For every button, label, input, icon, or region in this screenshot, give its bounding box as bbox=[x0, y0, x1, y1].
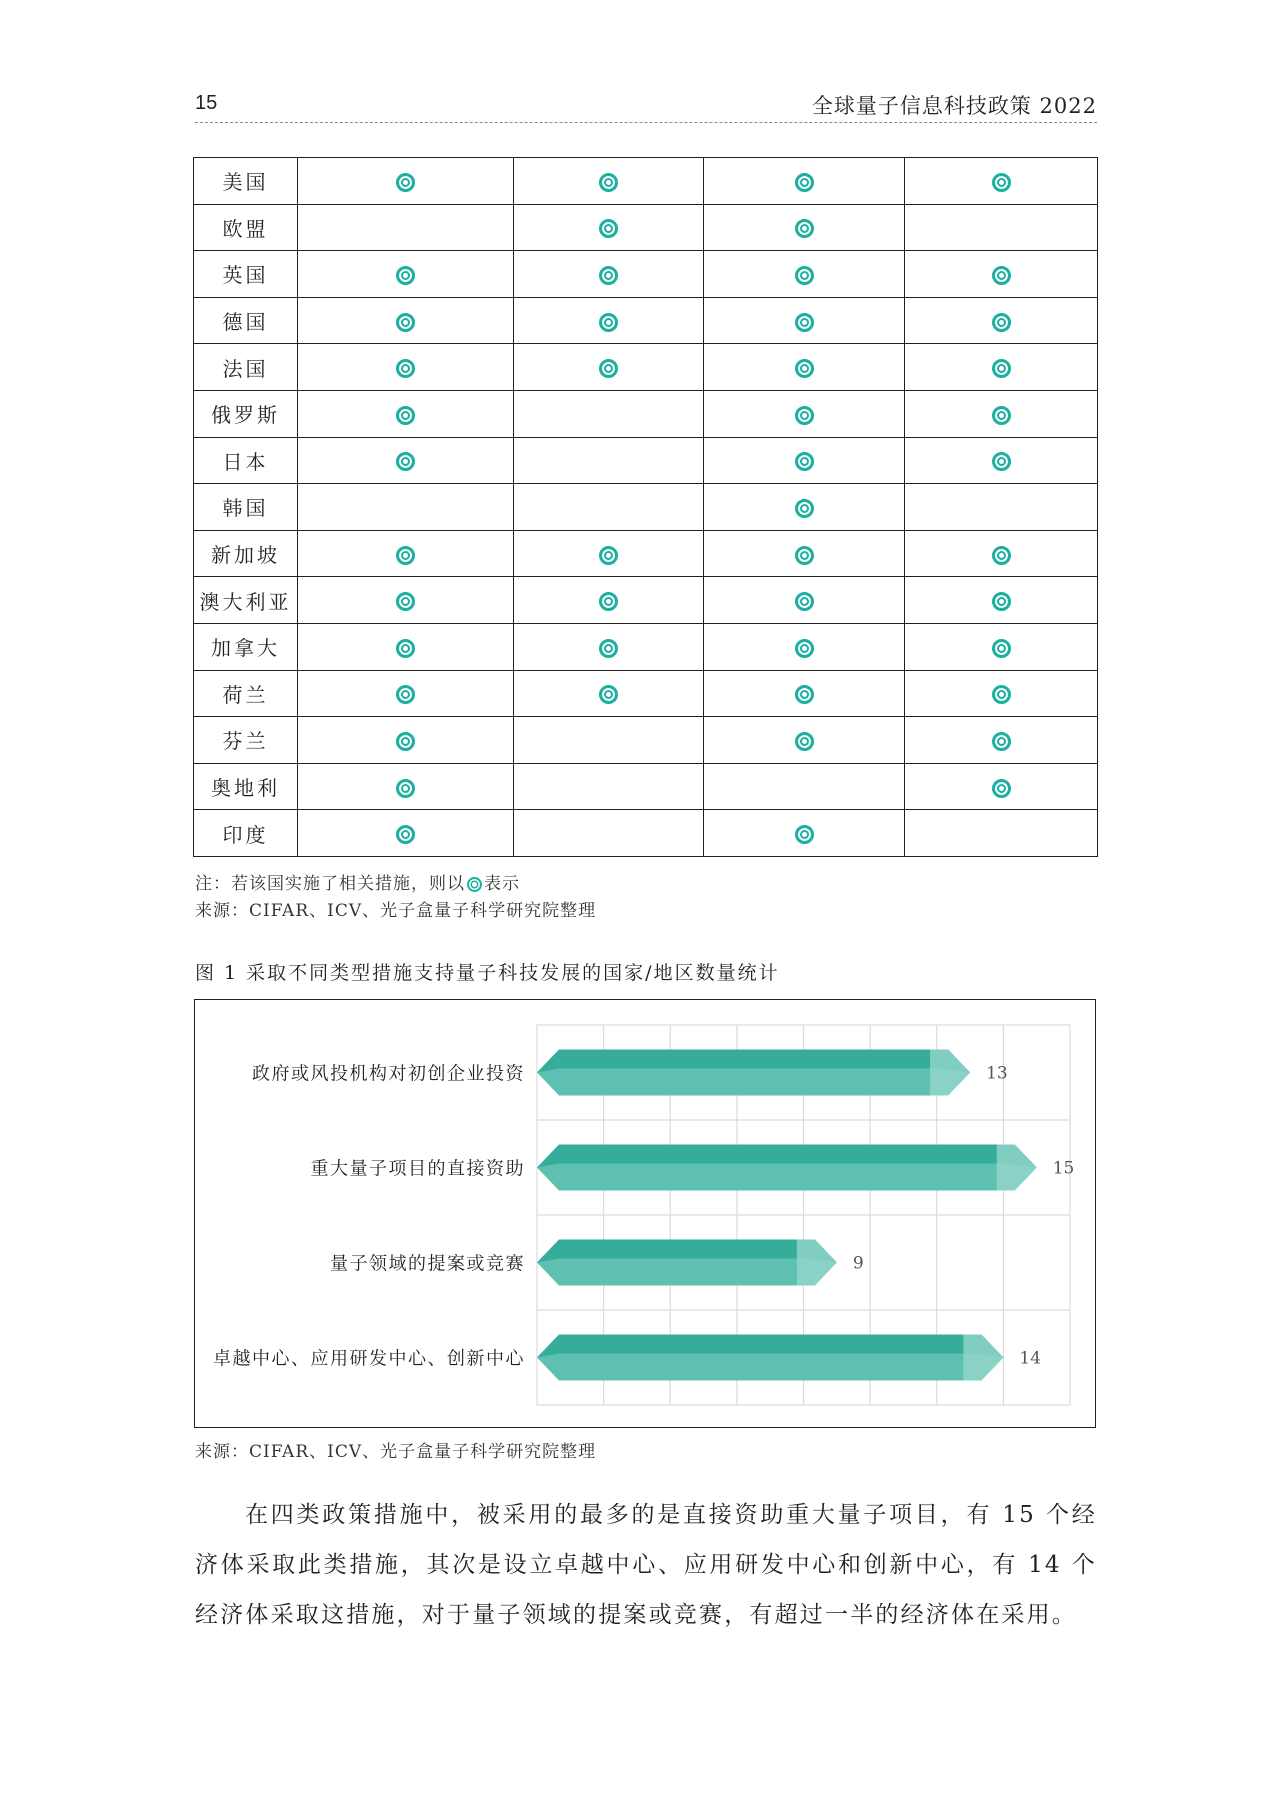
country-cell: 英国 bbox=[194, 251, 298, 298]
country-cell: 法国 bbox=[194, 344, 298, 391]
circle-mark-icon bbox=[396, 359, 415, 378]
circle-mark-icon bbox=[795, 219, 814, 238]
category-label: 量子领域的提案或竞赛 bbox=[330, 1253, 525, 1275]
measure-cell bbox=[704, 810, 905, 857]
measure-cell bbox=[514, 530, 704, 577]
measure-cell bbox=[905, 437, 1098, 484]
measure-cell bbox=[298, 297, 514, 344]
page-header bbox=[195, 88, 1097, 123]
circle-mark-icon bbox=[396, 546, 415, 565]
running-title: 全球量子信息科技政策 2022 bbox=[811, 94, 1097, 118]
country-cell: 日本 bbox=[194, 437, 298, 484]
data-label: 9 bbox=[852, 1253, 864, 1274]
measure-cell bbox=[905, 297, 1098, 344]
table-row bbox=[194, 158, 1098, 205]
measure-cell bbox=[298, 670, 514, 717]
circle-mark-icon bbox=[599, 592, 618, 611]
measure-cell bbox=[298, 204, 514, 251]
data-label: 15 bbox=[1052, 1158, 1075, 1179]
circle-mark-icon bbox=[795, 732, 814, 751]
circle-mark-icon bbox=[992, 406, 1011, 425]
measure-cell bbox=[298, 251, 514, 298]
measure-cell bbox=[514, 810, 704, 857]
table-row bbox=[194, 344, 1098, 391]
country-cell: 俄罗斯 bbox=[194, 390, 298, 437]
table-body bbox=[194, 158, 1098, 857]
measure-cell bbox=[905, 158, 1098, 205]
circle-mark-icon bbox=[396, 639, 415, 658]
table-row bbox=[194, 577, 1098, 624]
circle-mark-icon bbox=[992, 313, 1011, 332]
circle-mark-icon bbox=[992, 173, 1011, 192]
measure-cell bbox=[514, 670, 704, 717]
measure-cell bbox=[704, 484, 905, 531]
circle-mark-icon bbox=[396, 825, 415, 844]
circle-mark-icon bbox=[396, 173, 415, 192]
circle-mark-icon bbox=[795, 825, 814, 844]
circle-mark-icon bbox=[992, 546, 1011, 565]
circle-mark-icon bbox=[992, 452, 1011, 471]
circle-mark-icon bbox=[795, 313, 814, 332]
data-label: 14 bbox=[1019, 1348, 1042, 1369]
country-cell: 印度 bbox=[194, 810, 298, 857]
circle-mark-icon bbox=[795, 499, 814, 518]
country-cell: 新加坡 bbox=[194, 530, 298, 577]
circle-mark-icon bbox=[795, 546, 814, 565]
table-note bbox=[195, 869, 520, 894]
country-cell: 欧盟 bbox=[194, 204, 298, 251]
measure-cell bbox=[514, 437, 704, 484]
measure-cell bbox=[298, 623, 514, 670]
measure-cell bbox=[905, 763, 1098, 810]
measure-cell bbox=[298, 577, 514, 624]
measure-cell bbox=[905, 670, 1098, 717]
circle-mark-icon bbox=[795, 406, 814, 425]
body-paragraph: 在四类政策措施中，被采用的最多的是直接资助重大量子项目，有 15 个经济体采取此类措施，其次是设立卓越中心、应用研发中心和创新中心，有 14 个经济体采取这措施，对于量子领域的提案或竞赛，有超过一半的经济体在采用。 bbox=[195, 1502, 1097, 1628]
circle-mark-icon bbox=[599, 546, 618, 565]
measure-cell bbox=[704, 717, 905, 764]
measure-cell bbox=[704, 158, 905, 205]
measure-cell bbox=[514, 763, 704, 810]
measure-cell bbox=[514, 297, 704, 344]
table-row bbox=[194, 670, 1098, 717]
table-row bbox=[194, 390, 1098, 437]
country-cell: 澳大利亚 bbox=[194, 577, 298, 624]
circle-mark-icon bbox=[396, 406, 415, 425]
circle-mark-icon bbox=[795, 639, 814, 658]
circle-mark-icon bbox=[599, 359, 618, 378]
circle-mark-icon bbox=[992, 779, 1011, 798]
measure-cell bbox=[704, 251, 905, 298]
measure-cell bbox=[905, 204, 1098, 251]
measure-cell bbox=[905, 810, 1098, 857]
measure-cell bbox=[514, 344, 704, 391]
measure-cell bbox=[298, 437, 514, 484]
table-row bbox=[194, 623, 1098, 670]
country-cell: 荷兰 bbox=[194, 670, 298, 717]
bar-chart bbox=[194, 999, 1096, 1428]
measure-cell bbox=[298, 158, 514, 205]
measure-cell bbox=[298, 763, 514, 810]
table-row bbox=[194, 530, 1098, 577]
circle-mark-icon bbox=[396, 685, 415, 704]
circle-mark-icon bbox=[795, 685, 814, 704]
data-label: 13 bbox=[986, 1063, 1008, 1084]
measure-cell bbox=[704, 763, 905, 810]
circle-mark-icon bbox=[599, 685, 618, 704]
note-prefix: 注：若该国实施了相关措施，则以 bbox=[195, 874, 465, 894]
country-cell: 加拿大 bbox=[194, 623, 298, 670]
table-row bbox=[194, 251, 1098, 298]
measure-cell bbox=[704, 390, 905, 437]
measure-cell bbox=[704, 297, 905, 344]
circle-mark-icon bbox=[396, 452, 415, 471]
page-number: 15 bbox=[195, 92, 218, 114]
measure-cell bbox=[704, 204, 905, 251]
circle-mark-icon bbox=[599, 639, 618, 658]
measure-cell bbox=[704, 577, 905, 624]
measure-cell bbox=[905, 344, 1098, 391]
measure-cell bbox=[704, 530, 905, 577]
measure-cell bbox=[298, 484, 514, 531]
circle-mark-icon bbox=[795, 592, 814, 611]
table-row bbox=[194, 204, 1098, 251]
measure-cell bbox=[905, 717, 1098, 764]
measure-cell bbox=[704, 437, 905, 484]
measure-cell bbox=[704, 344, 905, 391]
chart-source: 来源：CIFAR、ICV、光子盒量子科学研究院整理 bbox=[195, 1442, 597, 1462]
table-row bbox=[194, 297, 1098, 344]
table-row bbox=[194, 717, 1098, 764]
table-row bbox=[194, 810, 1098, 857]
circle-mark-icon bbox=[992, 359, 1011, 378]
measure-cell bbox=[905, 577, 1098, 624]
measure-cell bbox=[905, 484, 1098, 531]
category-label: 卓越中心、应用研发中心、创新中心 bbox=[213, 1348, 525, 1370]
measure-cell bbox=[298, 390, 514, 437]
circle-mark-icon bbox=[992, 639, 1011, 658]
circle-mark-icon bbox=[992, 592, 1011, 611]
circle-mark-icon bbox=[795, 359, 814, 378]
figure-caption: 图 1 采取不同类型措施支持量子科技发展的国家/地区数量统计 bbox=[195, 962, 780, 984]
country-cell: 奥地利 bbox=[194, 763, 298, 810]
measure-cell bbox=[905, 623, 1098, 670]
country-cell: 德国 bbox=[194, 297, 298, 344]
circle-mark-icon bbox=[992, 732, 1011, 751]
table-row bbox=[194, 484, 1098, 531]
circle-mark-icon bbox=[795, 452, 814, 471]
circle-mark-icon bbox=[795, 173, 814, 192]
measure-cell bbox=[704, 623, 905, 670]
country-cell: 芬兰 bbox=[194, 717, 298, 764]
measure-cell bbox=[905, 251, 1098, 298]
circle-mark-icon bbox=[396, 266, 415, 285]
circle-mark-icon bbox=[396, 313, 415, 332]
measure-cell bbox=[514, 251, 704, 298]
circle-mark-icon bbox=[992, 685, 1011, 704]
circle-mark-icon bbox=[396, 732, 415, 751]
category-label: 重大量子项目的直接资助 bbox=[310, 1158, 525, 1180]
note-suffix: 表示 bbox=[484, 874, 520, 894]
circle-mark-icon bbox=[795, 266, 814, 285]
measure-cell bbox=[514, 623, 704, 670]
circle-mark-icon bbox=[599, 173, 618, 192]
measure-cell bbox=[514, 717, 704, 764]
table-row bbox=[194, 763, 1098, 810]
country-cell: 美国 bbox=[194, 158, 298, 205]
measure-cell bbox=[704, 670, 905, 717]
circle-mark-icon bbox=[992, 266, 1011, 285]
measure-cell bbox=[514, 484, 704, 531]
measure-cell bbox=[514, 158, 704, 205]
chart-canvas bbox=[195, 1000, 1095, 1427]
measure-cell bbox=[298, 344, 514, 391]
measure-cell bbox=[514, 390, 704, 437]
circle-mark-icon bbox=[467, 877, 482, 892]
measure-cell bbox=[514, 204, 704, 251]
policy-measures-table bbox=[193, 157, 1098, 857]
table-source: 来源：CIFAR、ICV、光子盒量子科学研究院整理 bbox=[195, 901, 597, 921]
measure-cell bbox=[298, 810, 514, 857]
circle-mark-icon bbox=[599, 219, 618, 238]
circle-mark-icon bbox=[396, 779, 415, 798]
circle-mark-icon bbox=[599, 313, 618, 332]
measure-cell bbox=[298, 717, 514, 764]
circle-mark-icon bbox=[599, 266, 618, 285]
measure-cell bbox=[298, 530, 514, 577]
country-cell: 韩国 bbox=[194, 484, 298, 531]
category-label: 政府或风投机构对初创企业投资 bbox=[252, 1063, 525, 1085]
measure-cell bbox=[905, 530, 1098, 577]
circle-mark-icon bbox=[396, 592, 415, 611]
measure-cell bbox=[514, 577, 704, 624]
table-row bbox=[194, 437, 1098, 484]
measure-cell bbox=[905, 390, 1098, 437]
